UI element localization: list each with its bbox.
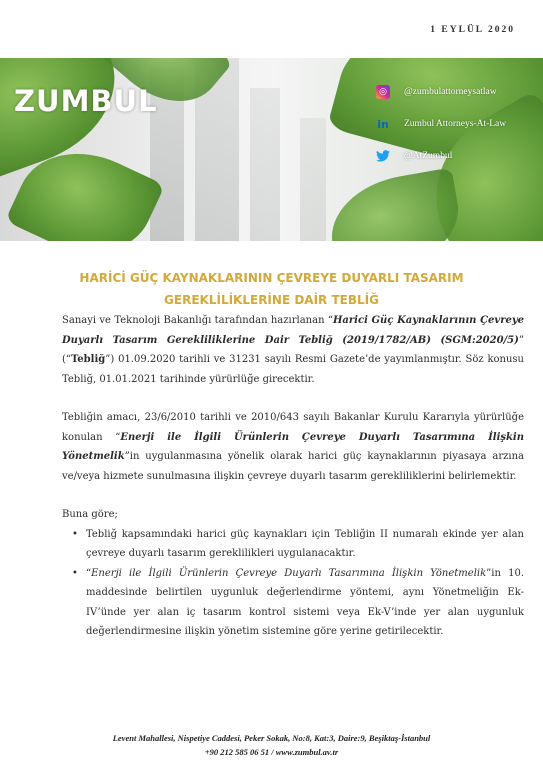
text-run: ”) 01.09.2020 tarihli ve 31231 sayılı Resmi Gazete’de yayımlanmıştır. Söz konusu Tebliğ, 01.01.2021 tarihinde yürürlüğe girecektir. <box>62 354 524 385</box>
linkedin-handle: Zumbul Attorneys-At-Law <box>404 119 507 129</box>
title-line-2: GEREKLİLİKLERİNE DAİR TEBLİĞ <box>164 293 379 307</box>
document-body <box>62 311 524 642</box>
list-item <box>72 564 524 642</box>
text-run: ”in uygulanmasına yönelik olarak harici güç kaynaklarının piyasaya arzına ve/veya hizmete sunulmasına ilişkin çevreye duyarlı tasarım gerekliliklerini belirlemektir. <box>62 451 524 482</box>
title-line-1: HARİCİ GÜÇ KAYNAKLARININ ÇEVREYE DUYARLI TASARIM <box>79 271 464 285</box>
twitter-handle: @AtZumbul <box>404 151 453 161</box>
banner-leaf <box>323 167 467 241</box>
bullet-icon: • <box>72 528 78 540</box>
linkedin-icon: in <box>377 117 389 131</box>
twitter-icon <box>376 149 390 163</box>
banner-building <box>250 88 280 241</box>
footer-address: Levent Mahallesi, Nispetiye Caddesi, Peker Sokak, No:8, Kat:3, Daire:9, Beşiktaş-İstanbul <box>112 733 431 743</box>
text-run: ”in 10. maddesinde belirtilen uygunluk değerlendirme yöntemi, aynı Yönetmeliğin Ek-IV’ünde yer alan iç tasarım kontrol sistemi veya Ek-V’inde yer alan uygunluk değerlendirmesine ilişkin yönetim sistemine göre yerine getirilecektir. <box>86 567 524 637</box>
paragraph-purpose <box>62 408 524 486</box>
list-intro: Buna göre; <box>62 509 118 520</box>
text-run: Sanayi ve Teknoloji Bakanlığı tarafından hazırlanan “ <box>62 315 333 326</box>
footer-contact[interactable]: +90 212 585 06 51 / www.zumbul.av.tr <box>204 747 339 757</box>
document-title <box>30 267 513 311</box>
list-item-text: Tebliğ kapsamındaki harici güç kaynakları için Tebliğin II numaralı ekinde yer alan çevreye duyarlı tasarım gereklilikleri uygulanacaktır. <box>86 528 524 559</box>
short-name: Tebliğ <box>71 354 106 365</box>
bullet-icon: • <box>72 567 78 579</box>
list-item <box>72 525 524 564</box>
social-linkedin[interactable] <box>376 116 506 132</box>
banner-building <box>300 118 326 241</box>
header-banner <box>0 58 543 241</box>
document-date: 1 EYLÜL 2020 <box>430 25 515 35</box>
regulation-reference: Enerji ile İlgili Ürünlerin Çevreye Duyarlı Tasarımına İlişkin Yönetmelik <box>62 431 524 462</box>
regulation-reference: Enerji ile İlgili Ürünlerin Çevreye Duyarlı Tasarımına İlişkin Yönetmelik <box>91 567 487 579</box>
bullet-list <box>62 525 524 642</box>
text-run: “ <box>86 567 92 579</box>
text-run: Tebliğin amacı, 23/6/2010 tarihli ve 2010/643 sayılı Bakanlar Kurulu Kararıyla yürürlüğe konulan “ <box>62 412 524 443</box>
text-run: ” (“ <box>62 334 524 365</box>
instagram-handle: @zumbulattorneysatlaw <box>404 87 497 97</box>
social-instagram[interactable] <box>376 84 497 100</box>
regulation-name: Harici Güç Kaynaklarının Çevreye Duyarlı Tasarım Gerekliliklerine Dair Tebliğ (2019/1782/AB) (SGM:2020/5) <box>62 315 525 346</box>
page-footer <box>0 731 543 759</box>
instagram-icon: ◎ <box>376 85 390 99</box>
brand-logo: ZUMBUL <box>14 84 158 118</box>
social-twitter[interactable] <box>376 148 452 164</box>
paragraph-announcement <box>62 311 524 389</box>
